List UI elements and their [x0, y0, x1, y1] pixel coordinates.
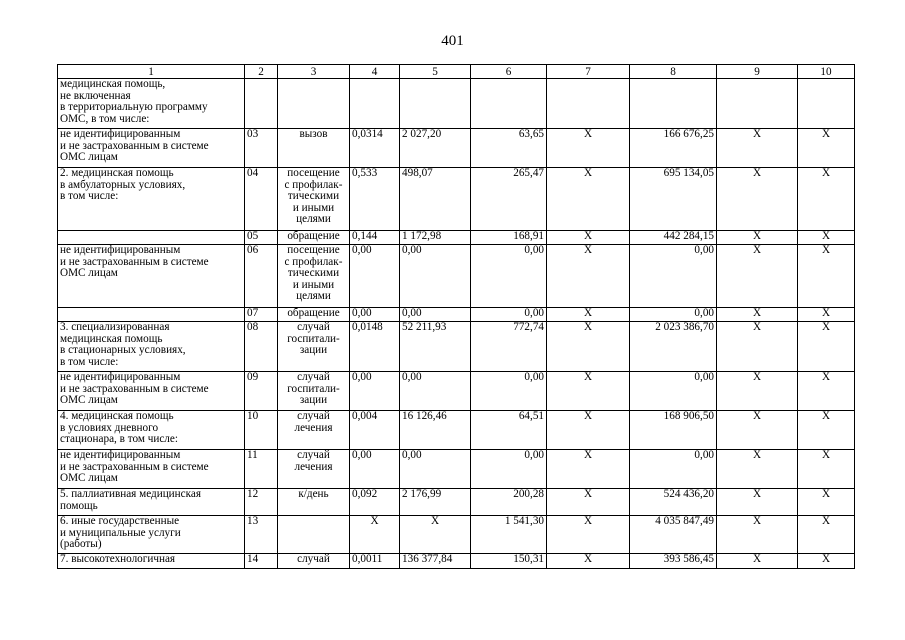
row-col5: 0,00	[400, 308, 471, 322]
row-col9: Х	[717, 231, 798, 245]
row-name: 5. паллиативная медицинская помощь	[58, 489, 245, 516]
table-row	[58, 79, 855, 129]
table-row	[58, 411, 855, 450]
row-code: 05	[245, 231, 278, 245]
row-code: 07	[245, 308, 278, 322]
row-col9: Х	[717, 411, 798, 450]
row-col6	[471, 79, 547, 129]
row-col4: 0,533	[350, 168, 400, 231]
row-unit: случай лечения	[278, 450, 350, 489]
row-col10: Х	[798, 231, 855, 245]
row-col4: 0,00	[350, 245, 400, 308]
row-col5: 0,00	[400, 245, 471, 308]
table-row	[58, 554, 855, 569]
table-row	[58, 516, 855, 554]
row-code: 09	[245, 372, 278, 411]
row-col7: Х	[547, 554, 630, 569]
row-col6: 0,00	[471, 308, 547, 322]
row-name: 7. высокотехнологичная	[58, 554, 245, 569]
row-col4: 0,004	[350, 411, 400, 450]
row-col7: Х	[547, 231, 630, 245]
row-col10: Х	[798, 168, 855, 231]
row-col7	[547, 79, 630, 129]
row-name	[58, 308, 245, 322]
col-header: 1	[58, 65, 245, 79]
row-unit: вызов	[278, 129, 350, 168]
row-col10: Х	[798, 516, 855, 554]
row-col10: Х	[798, 245, 855, 308]
row-col8: 393 586,45	[630, 554, 717, 569]
col-header: 2	[245, 65, 278, 79]
row-col8: 524 436,20	[630, 489, 717, 516]
col-header: 4	[350, 65, 400, 79]
row-col4: 0,144	[350, 231, 400, 245]
row-unit: обращение	[278, 231, 350, 245]
row-col4: 0,0148	[350, 322, 400, 372]
row-col10: Х	[798, 322, 855, 372]
row-col7: Х	[547, 322, 630, 372]
row-col10: Х	[798, 489, 855, 516]
row-col7: Х	[547, 245, 630, 308]
row-col8: 442 284,15	[630, 231, 717, 245]
row-name: не идентифицированным и не застрахованным в системе ОМС лицам	[58, 372, 245, 411]
col-header: 5	[400, 65, 471, 79]
row-col10: Х	[798, 554, 855, 569]
row-col5: 2 176,99	[400, 489, 471, 516]
row-col5: Х	[400, 516, 471, 554]
row-code: 03	[245, 129, 278, 168]
row-name: 2. медицинская помощь в амбулаторных условиях, в том числе:	[58, 168, 245, 231]
row-col8: 0,00	[630, 450, 717, 489]
row-col8	[630, 79, 717, 129]
row-col5: 498,07	[400, 168, 471, 231]
row-col7: Х	[547, 308, 630, 322]
row-name: не идентифицированным и не застрахованным в системе ОМС лицам	[58, 129, 245, 168]
row-col7: Х	[547, 450, 630, 489]
row-col10: Х	[798, 129, 855, 168]
row-code: 13	[245, 516, 278, 554]
row-col4: 0,0011	[350, 554, 400, 569]
row-col8: 695 134,05	[630, 168, 717, 231]
row-unit: посещение с профилак- тическими и иными целями	[278, 245, 350, 308]
col-header: 9	[717, 65, 798, 79]
row-name: не идентифицированным и не застрахованным в системе ОМС лицам	[58, 450, 245, 489]
table-row	[58, 129, 855, 168]
table-row	[58, 231, 855, 245]
row-code: 10	[245, 411, 278, 450]
row-code: 06	[245, 245, 278, 308]
row-col8: 0,00	[630, 308, 717, 322]
row-col6: 0,00	[471, 450, 547, 489]
row-col9: Х	[717, 554, 798, 569]
table-row	[58, 322, 855, 372]
table-row	[58, 245, 855, 308]
row-col4: 0,0314	[350, 129, 400, 168]
row-name: 6. иные государственные и муниципальные услуги (работы)	[58, 516, 245, 554]
row-col10: Х	[798, 450, 855, 489]
row-col8: 4 035 847,49	[630, 516, 717, 554]
row-unit	[278, 79, 350, 129]
row-col6: 0,00	[471, 245, 547, 308]
row-code: 08	[245, 322, 278, 372]
row-col7: Х	[547, 489, 630, 516]
data-table	[57, 64, 855, 569]
row-col6: 150,31	[471, 554, 547, 569]
row-name: не идентифицированным и не застрахованным в системе ОМС лицам	[58, 245, 245, 308]
row-col9: Х	[717, 245, 798, 308]
row-unit: посещение с профилак- тическими и иными целями	[278, 168, 350, 231]
row-col7: Х	[547, 411, 630, 450]
row-col10: Х	[798, 411, 855, 450]
row-col9: Х	[717, 322, 798, 372]
row-col5: 1 172,98	[400, 231, 471, 245]
col-header: 10	[798, 65, 855, 79]
row-col6: 772,74	[471, 322, 547, 372]
row-col6: 0,00	[471, 372, 547, 411]
col-header: 6	[471, 65, 547, 79]
row-col5: 136 377,84	[400, 554, 471, 569]
row-col10: Х	[798, 308, 855, 322]
row-col8: 0,00	[630, 245, 717, 308]
row-unit	[278, 516, 350, 554]
row-code: 14	[245, 554, 278, 569]
row-col8: 168 906,50	[630, 411, 717, 450]
row-name	[58, 231, 245, 245]
row-col4	[350, 79, 400, 129]
row-col5: 2 027,20	[400, 129, 471, 168]
col-header: 7	[547, 65, 630, 79]
row-col6: 265,47	[471, 168, 547, 231]
row-col10: Х	[798, 372, 855, 411]
row-name: 3. специализированная медицинская помощь в стационарных условиях, в том числе:	[58, 322, 245, 372]
header-row	[58, 65, 855, 79]
row-unit: случай госпитали- зации	[278, 322, 350, 372]
row-col9	[717, 79, 798, 129]
page-number: 401	[441, 33, 464, 49]
row-col8: 0,00	[630, 372, 717, 411]
row-col4: 0,092	[350, 489, 400, 516]
row-col4: 0,00	[350, 372, 400, 411]
row-col6: 200,28	[471, 489, 547, 516]
row-col7: Х	[547, 516, 630, 554]
row-col8: 166 676,25	[630, 129, 717, 168]
row-col9: Х	[717, 489, 798, 516]
row-col4: 0,00	[350, 450, 400, 489]
row-col5: 16 126,46	[400, 411, 471, 450]
row-col7: Х	[547, 372, 630, 411]
row-unit: случай госпитали- зации	[278, 372, 350, 411]
col-header: 3	[278, 65, 350, 79]
table-row	[58, 450, 855, 489]
row-col5: 0,00	[400, 450, 471, 489]
row-col6: 168,91	[471, 231, 547, 245]
row-unit: обращение	[278, 308, 350, 322]
col-header: 8	[630, 65, 717, 79]
row-col7: Х	[547, 168, 630, 231]
row-col5	[400, 79, 471, 129]
table-row	[58, 489, 855, 516]
row-code: 04	[245, 168, 278, 231]
row-unit: случай	[278, 554, 350, 569]
row-col5: 0,00	[400, 372, 471, 411]
row-code: 11	[245, 450, 278, 489]
row-name: медицинская помощь, не включенная в территориальную программу ОМС, в том числе:	[58, 79, 245, 129]
table-row	[58, 372, 855, 411]
row-col9: Х	[717, 516, 798, 554]
row-col10	[798, 79, 855, 129]
row-col6: 63,65	[471, 129, 547, 168]
row-code: 12	[245, 489, 278, 516]
row-col8: 2 023 386,70	[630, 322, 717, 372]
row-unit: случай лечения	[278, 411, 350, 450]
table-row	[58, 308, 855, 322]
row-col7: Х	[547, 129, 630, 168]
row-unit: к/день	[278, 489, 350, 516]
row-col9: Х	[717, 308, 798, 322]
row-col5: 52 211,93	[400, 322, 471, 372]
row-code	[245, 79, 278, 129]
table-row	[58, 168, 855, 231]
row-col9: Х	[717, 129, 798, 168]
row-col9: Х	[717, 372, 798, 411]
row-name: 4. медицинская помощь в условиях дневного стационара, в том числе:	[58, 411, 245, 450]
row-col6: 64,51	[471, 411, 547, 450]
row-col4: 0,00	[350, 308, 400, 322]
row-col6: 1 541,30	[471, 516, 547, 554]
row-col4: Х	[350, 516, 400, 554]
row-col9: Х	[717, 450, 798, 489]
row-col9: Х	[717, 168, 798, 231]
